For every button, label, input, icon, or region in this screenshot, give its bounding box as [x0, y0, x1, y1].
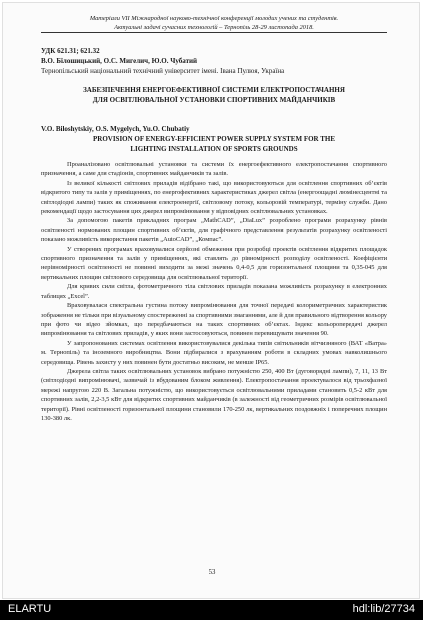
- document-page: [2, 2, 420, 599]
- udk-code: УДК 621.31; 621.32: [41, 47, 100, 55]
- page-number: 53: [208, 569, 216, 576]
- paragraph: У запропонованих системах освітлення використовувалися декілька типів світильників вітчизняного (ВАТ «Ватра» м. Тернопіль) та іноземного виробництва. Вони підбиралися з врахуванням роботи в складних умовах навколишнього середовища. Рівень захисту у них повинен бути достатньо високим, не менше IP65.: [41, 339, 387, 366]
- article-body: [41, 160, 387, 423]
- header-line-1: Матеріали VІІ Міжнародної науково-технічної конференції молодих учених та студентів.: [89, 15, 339, 22]
- authors-ua: В.О. Білошицький, О.С. Мигелич, Ю.О. Чубатий: [41, 57, 198, 65]
- title-en: PROVISION OF ENERGY-EFFICIENT POWER SUPPLY SYSTEM FOR THE LIGHTING INSTALLATION OF SPORTS GROUNDS: [93, 135, 335, 153]
- authors-en: V.O. Biloshytskiy, O.S. Mygelych, Yu.O. Chubatiy: [41, 125, 190, 133]
- paragraph: Проаналізовано освітлювальні установки та системи їх енергоефективного електропостачання спортивного призначення, а саме для стадіонів, спортивних майданчиків та залів.: [41, 161, 387, 178]
- paragraph: Для кривих сили світла, фотометричного тіла світлових приладів показана можливість розрахунку в електронних таблицях „Excel”.: [41, 283, 387, 300]
- paragraph: У створених програмах враховувалися серйозні обмеження при розробці проектів освітлення відкритих площадок спортивного призначення та залів у приміщеннях, які ставлять до рівномірності розподілу освітленості. Коефіцієнти нерівномірності освітленості не повинні виходити за межі значень 0,4-0,5 для горизонтальної площини та 0,35-045 для вертикальних площин світлового середовища для освітлювальної території.: [41, 245, 387, 281]
- paragraph: Джерела світла таких освітлювальних установок вибрано потужністю 250, 400 Вт (дуговорядні лампи), 7, 11, 13 Вт (світлодіодні випромінювачі, зазвичай із вбудованим блоком живлення). Електропостачання проектувалося від трьохфазної мережі напругою 220 В. Загальна потужністю, що використовується освітлювальними приладами становить 0,5-2 кВт для спортивних залів, 2,2-3,5 кВт для відкритих спортивних майданчиків (в залежності від геометричних розмірів освітлювальної території). Рівні освітленості горизонтальної площини становили 170-250 лк, вертикальних поздовжніх і поперечних площин 130-380 лк.: [41, 367, 387, 422]
- header-line-2: Актуальні задачі сучасних технологій – Тернопіль 28-29 листопада 2018.: [114, 24, 314, 31]
- paragraph: Із великої кількості світлових приладів відібрано такі, що використовуються для освітлення спортивних об’єктів відкритого типу та залів у приміщеннях, по енергофективних характеристиках джерел світла (енергоощадні люмінесцентні та світлодіодні лампи) таких як споживання електроенергії, світловому потоку, кольоровій температурі, терміну служби. Дано рекомендації щодо застосування цих джерел випромінювання у відповідних освітлювальних установках.: [41, 179, 387, 216]
- title-ua: ЗАБЕЗПЕЧЕННЯ ЕНЕРГОЕФЕКТИВНОЇ СИСТЕМИ ЕЛЕКТРОПОСТАЧАННЯ ДЛЯ ОСВІТЛЮВАЛЬНОЇ УСТАНОВКИ СПОРТИВНИХ МАЙДАНЧИКІВ: [83, 86, 345, 104]
- handle-label: hdl:lib/27734: [352, 603, 415, 615]
- paragraph: Враховувалася спектральна густина потоку випромінювання для точної передачі колориметричних характеристик зображення не тільки при візуальному спостереженні за спортивними змаганнями, але й для правильного відтворення кольору при фото чи відео зйомках, що передбачаються на таких спортивних об’єктах. Індекс кольоропередачі джерел випромінювання та світлових приладів, у яких вони застосовуються, повинен перевищувати значення 90.: [41, 302, 388, 338]
- paragraph: За допомогою пакетів прикладних програм „MathCAD”, „DiaLux” розроблено програми розрахунку рівнів освітленості нормованих площин спортивних об’єктів, для графічного представлення результатів розрахунку освітленості показано можливість використання пакетів „AutoCAD”, „Компас”.: [41, 217, 387, 244]
- affiliation: Тернопільський національний технічний університет імені. Івана Пулюя, Україна: [41, 67, 285, 75]
- footer-bar: [0, 600, 423, 620]
- repository-label: ELARTU: [8, 603, 52, 615]
- conference-header: [41, 14, 387, 32]
- header-rule: [41, 32, 387, 33]
